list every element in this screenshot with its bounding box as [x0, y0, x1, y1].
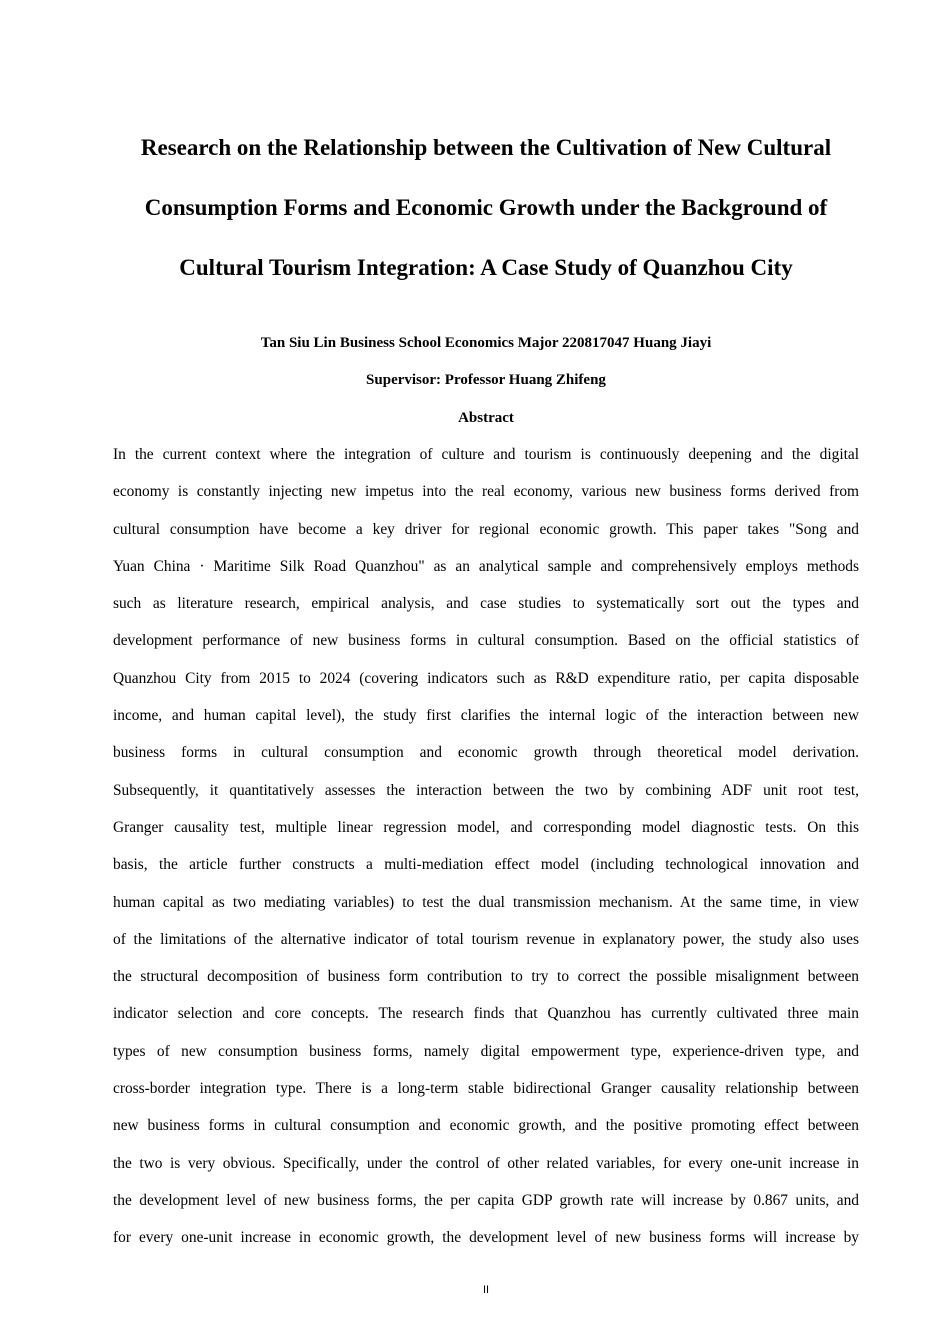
abstract-line: Yuan China · Maritime Silk Road Quanzhou" as an analytical sample and comprehensively employs methods — [113, 557, 859, 575]
abstract-line: Granger causality test, multiple linear regression model, and corresponding model diagnostic tests. On this — [113, 818, 859, 836]
abstract-line: income, and human capital level), the study first clarifies the internal logic of the interaction between new — [113, 707, 859, 725]
abstract-line: cultural consumption have become a key driver for regional economic growth. This paper takes "Song and — [113, 520, 859, 538]
abstract-line: types of new consumption business forms, namely digital empowerment type, experience-driven type, and — [113, 1042, 859, 1060]
abstract-line: of the limitations of the alternative indicator of total tourism revenue in explanatory power, the study also uses — [113, 930, 859, 948]
supervisor-line: Supervisor: Professor Huang Zhifeng — [366, 372, 606, 388]
abstract-heading: Abstract — [458, 410, 514, 426]
paper-title — [100, 118, 872, 298]
abstract-line: economy is constantly injecting new impetus into the real economy, various new business forms derived from — [113, 483, 859, 501]
abstract-body — [113, 436, 859, 1257]
abstract-line: for every one-unit increase in economic growth, the development level of new business forms will increase by — [113, 1229, 859, 1247]
abstract-line: business forms in cultural consumption and economic growth through theoretical model derivation. — [113, 744, 859, 762]
abstract-line: basis, the article further constructs a multi-mediation effect model (including technological innovation and — [113, 856, 859, 874]
title-line: Research on the Relationship between the Cultivation of New Cultural — [140, 135, 832, 160]
abstract-line: the development level of new business forms, the per capita GDP growth rate will increase by 0.867 units, and — [113, 1191, 859, 1209]
abstract-line: In the current context where the integration of culture and tourism is continuously deepening and the digital — [113, 446, 859, 463]
abstract-line: such as literature research, empirical analysis, and case studies to systematically sort out the types and — [113, 595, 859, 613]
page-number: II — [482, 1284, 490, 1296]
abstract-line: new business forms in cultural consumption and economic growth, and the positive promoting effect between — [113, 1117, 859, 1135]
abstract-line: human capital as two mediating variables) to test the dual transmission mechanism. At the same time, in view — [113, 893, 859, 911]
abstract-line: Quanzhou City from 2015 to 2024 (covering indicators such as R&D expenditure ratio, per capita disposable — [113, 669, 859, 687]
abstract-line: the two is very obvious. Specifically, under the control of other related variables, for every one-unit increase in — [113, 1154, 859, 1172]
abstract-line: the structural decomposition of business form contribution to try to correct the possible misalignment between — [113, 968, 859, 986]
abstract-line: indicator selection and core concepts. The research finds that Quanzhou has currently cultivated three main — [113, 1005, 859, 1023]
author-line: Tan Siu Lin Business School Economics Major 220817047 Huang Jiayi — [260, 335, 712, 351]
abstract-line: cross-border integration type. There is a long-term stable bidirectional Granger causality relationship between — [113, 1080, 859, 1098]
abstract-line: Subsequently, it quantitatively assesses the interaction between the two by combining ADF unit root test, — [113, 781, 859, 799]
title-line: Consumption Forms and Economic Growth under the Background of — [144, 195, 828, 220]
title-line: Cultural Tourism Integration: A Case Study of Quanzhou City — [179, 255, 793, 280]
abstract-line: development performance of new business forms in cultural consumption. Based on the official statistics of — [113, 632, 859, 650]
